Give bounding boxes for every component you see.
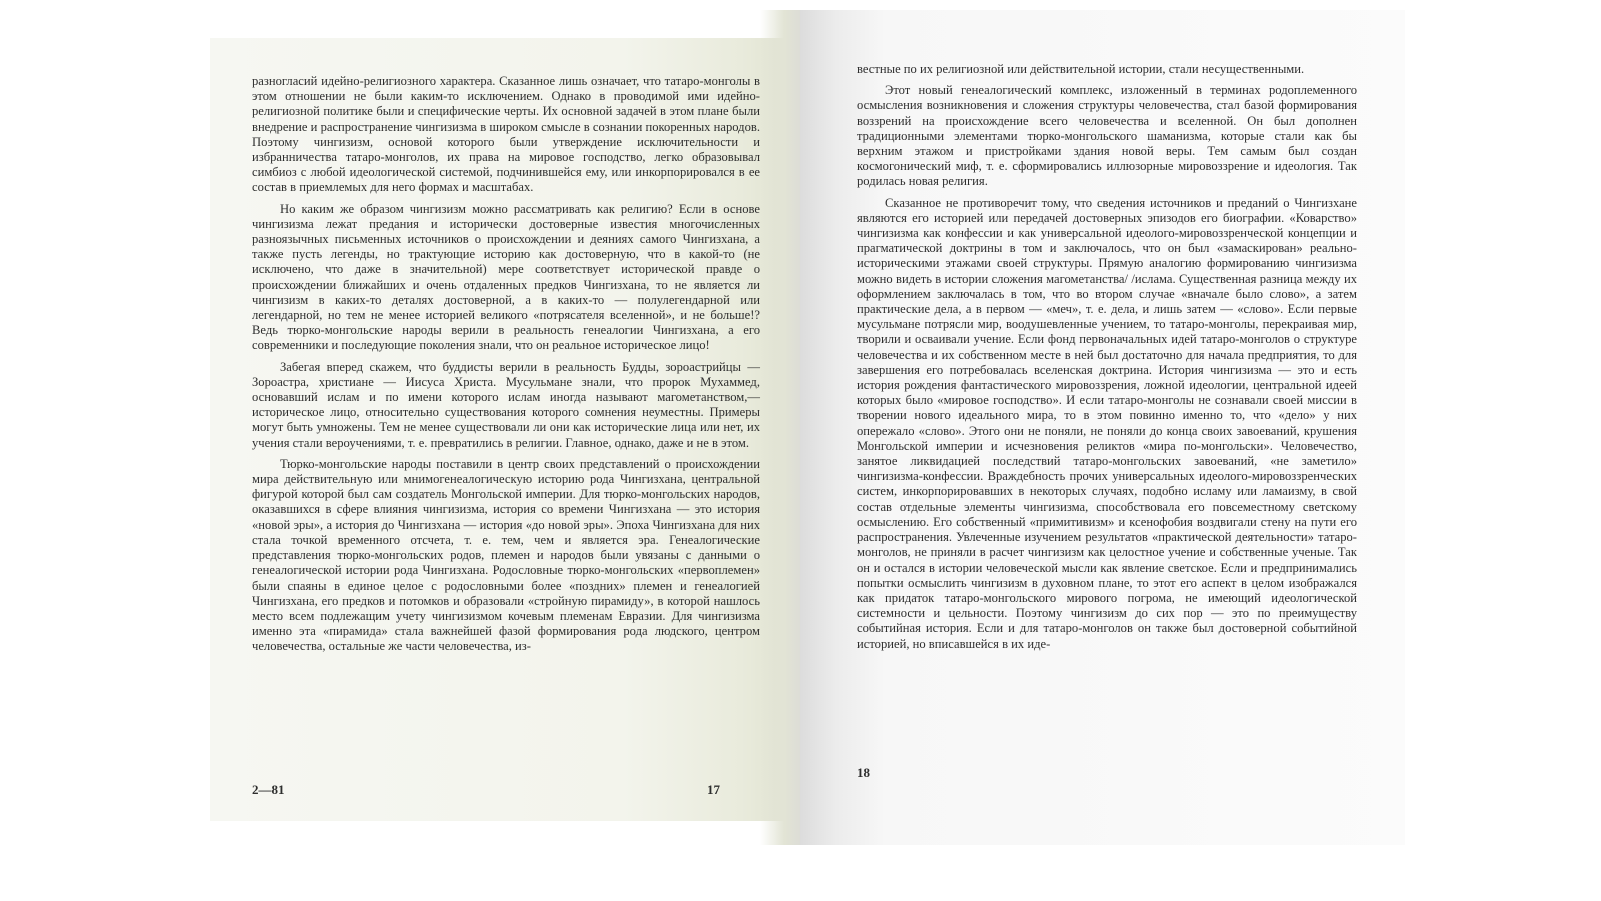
right-paragraph-2: Этот новый генеалогический комплекс, изложенный в терминах родоплеменного осмысления возникновения и сложения структуры человечества, стал базой формирования воззрений на происхождение всего человечества и вселенной. Он был дополнен традиционными элементами тюрко-монгольского шаманизма, которые стали как бы верхним этажом и пристройками здания новой веры. Тем самым был создан космогонический миф, т. е. сформировались иллюзорные мировоззрение и идеология. Так родилась новая религия. [857,83,1357,189]
right-paragraph-1: вестные по их религиозной или действительной истории, стали несущественными. [857,62,1305,76]
signature-mark: 2—81 [252,782,285,797]
left-paragraph-1: разногласий идейно-религиозного характера. Сказанное лишь означает, что татаро-монголы в этом отношении не были каким-то исключением. Однако в проводимой ими идейно-религиозной политике были и специфические черты. Их основной задачей в этом плане были внедрение и распространение чингизизма в широком смысле в сознании покоренных народов. Поэтому чингизизм, основой которого были утверждение исключительности и избранничества татаро-монголов, их права на мировое господство, легко образовывал симбиоз с любой идеологической системой, подчинившейся ему, или инкорпорировался в ее состав в приемлемых для него формах и масштабах. [252,74,760,195]
left-page [210,38,800,821]
right-page-number: 18 [857,765,870,780]
left-paragraph-4: Тюрко-монгольские народы поставили в центр своих представлений о происхождении мира действительную или мнимогенеалогическую историю рода Чингизхана, центральной фигурой которой был сам создатель Монгольской империи. Для тюрко-монгольских народов, оказавшихся в сфере влияния чингизизма, история со времени Чингизхана — это история «новой эры», а история до Чингизхана — история «до новой эры». Эпоха Чингизхана для них стала точкой временного отсчета, т. е. тем, чем и является эра. Генеалогические представления тюрко-монгольских родов, племен и народов были увязаны с данными о генеалогической истории рода Чингизхана. Родословные тюрко-монгольских «первоплемен» были спаяны в единое целое с родословными более «поздних» племен и генеалогией Чингизхана, его предков и потомков и образовали «стройную пирамиду», в которой нашлось место всем подлежащим учету чингизизмом кочевым племенам Евразии. Для чингизизма именно эта «пирамида» стала важнейшей фазой формирования рода людского, центром человечества, остальные же части человечества, из- [252,456,760,654]
right-page [800,10,1405,845]
left-paragraph-2: Но каким же образом чингизизм можно рассматривать как религию? Если в основе чингизизма лежат предания и исторически достоверные известия многочисленных разноязычных письменных источников о происхождении и деяниях самого Чингизхана, а также пусть легенды, но трактующие историю как достоверную, что в какой-то (не исключено, что даже в значительной) мере соответствует исторической правде о происхождении ближайших и очень отдаленных предков Чингизхана, то не является ли чингизизм в каких-то деталях достоверной, а в каких-то — полулегендарной или легендарной, но тем не менее историей великого «потрясателя вселенной», и не больше!? Ведь тюрко-монгольские народы верили в реальность генеалогии Чингизхана, а его современники и последующие поколения знали, что он реальное историческое лицо! [252,201,760,353]
left-paragraph-3: Забегая вперед скажем, что буддисты верили в реальность Будды, зороастрийцы — Зороастра, христиане — Иисуса Христа. Мусульмане знали, что пророк Мухаммед, основавший ислам и по имени которого ислам иногда называют магометанством,— историческое лицо, относительно существования которого сомнения неуместны. Примеры могут быть умножены. Тем не менее существовали ли они как исторические лица или нет, их учения стали вероучениями, т. е. превратились в религии. Главное, однако, даже и не в этом. [252,359,760,450]
left-page-number: 17 [707,782,720,797]
right-paragraph-3: Сказанное не противоречит тому, что сведения источников и преданий о Чингизхане являются его историей или передачей достоверных эпизодов его биографии. «Коварство» чингизизма как конфессии и как универсальной идеолого-мировоззренческой концепции и прагматической доктрины в том и заключалось, что он был «замаскирован» реально-историческими этажами своей структуры. Прямую аналогию формированию чингизизма можно видеть в истории сложения магометанства/ /ислама. Существенная разница между их оформлением заключалась в том, что во втором случае «вначале было слово», а затем практические дела, а в первом — «меч», т. е. дела, и лишь затем — «слово». Если первые мусульмане потрясли мир, воодушевленные учением, то татаро-монголы, перекраивая мир, творили и осваивали учение. Если фонд первоначальных идей татаро-монголов о структуре человечества и их собственном месте в ней был достаточно для начала предприятия, то для завершения его потребовалась вселенская доктрина. История чингизизма — это и есть история рождения фантастического мировоззрения, ложной идеологии, центральной идеей которых было «мировое господство». И если татаро-монголы не сознавали своей миссии в творении нового идеального мира, то в этом повинно именно то, что «дело» у них опережало «слово». Этого они не поняли, не поняли до конца своих завоеваний, крушения Монгольской империи и исчезновения реликтов «мира по-монгольски». Человечество, занятое ликвидацией последствий татаро-монгольских завоеваний, «не заметило» чингизизма-конфессии. Враждебность прочих универсальных идеолого-мировоззренческих систем, инкорпорировавших в некоторых случаях, подобно исламу или ламаизму, в свой состав отдельные элементы чингизизма, способствовала его повсеместному светскому осмыслению. Его собственный «примитивизм» и ксенофобия воздвигали стену на пути его распространения. Увлеченные изучением результатов «практической деятельности» татаро-монголов, не приняли в расчет чингизизм как целостное учение и собственные ученые. Так он и остался в истории человеческой мысли как явление светское. Если и предпринимались попытки осмыслить чингизизм в духовном плане, то этот его аспект в целом изображался как придаток татаро-монгольского мирового погрома, не имеющий идеологической системности и цельности. Поэтому чингизизм до сих пор — это по преимуществу событийная история. Если и для татаро-монголов он также был достоверной событийной историей, но вписавшейся в их иде- [857,195,1357,651]
